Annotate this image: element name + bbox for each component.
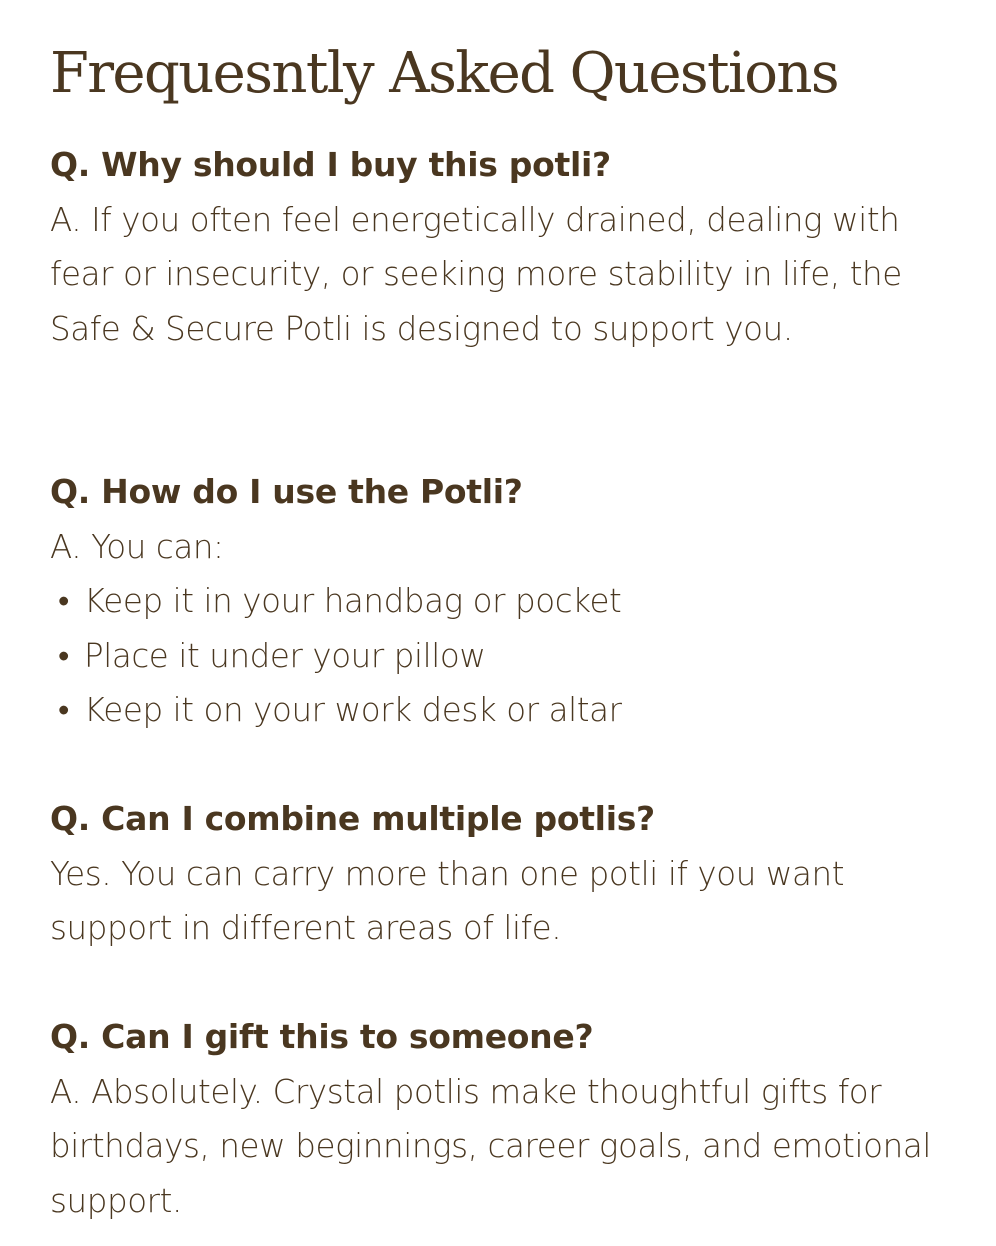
faq-item-how-to-use (50, 465, 970, 738)
faq-answer: Yes. You can carry more than one potli if you want support in different areas of life. (50, 854, 845, 947)
faq-answer: A. If you often feel energetically drained, dealing with fear or insecurity, or seeking more stability in life, the Safe & Secure Potli is designed to support you. (50, 200, 902, 348)
usage-list-item-text: Keep it on your work desk or altar (84, 691, 622, 729)
bullet-icon: • (58, 691, 69, 729)
faq-answer: A. Absolutely. Crystal potlis make thoughtful gifts for birthdays, new beginnings, career goals, and emotional support. (50, 1072, 931, 1220)
faq-question: Q. How do I use the Potli? (50, 472, 523, 511)
usage-list-item (50, 629, 970, 684)
faq-question: Q. Can I combine multiple potlis? (50, 799, 655, 838)
faq-item-why-buy (50, 138, 970, 356)
faq-item-gift (50, 1010, 970, 1228)
usage-list-item-text: Keep it in your handbag or pocket (84, 582, 622, 620)
page-title: Frequesntly Asked Questions (50, 41, 838, 106)
faq-answer: A. You can: (50, 527, 224, 566)
bullet-icon: • (58, 636, 69, 675)
faq-question: Q. Can I gift this to someone? (50, 1017, 594, 1056)
faq-question: Q. Why should I buy this potli? (50, 145, 611, 184)
usage-list (50, 574, 970, 738)
faq-item-combine (50, 792, 970, 956)
bullet-icon: • (58, 582, 69, 620)
usage-list-item-text: Place it under your pillow (84, 636, 486, 675)
usage-list-item (50, 574, 970, 629)
usage-list-item (50, 683, 970, 738)
